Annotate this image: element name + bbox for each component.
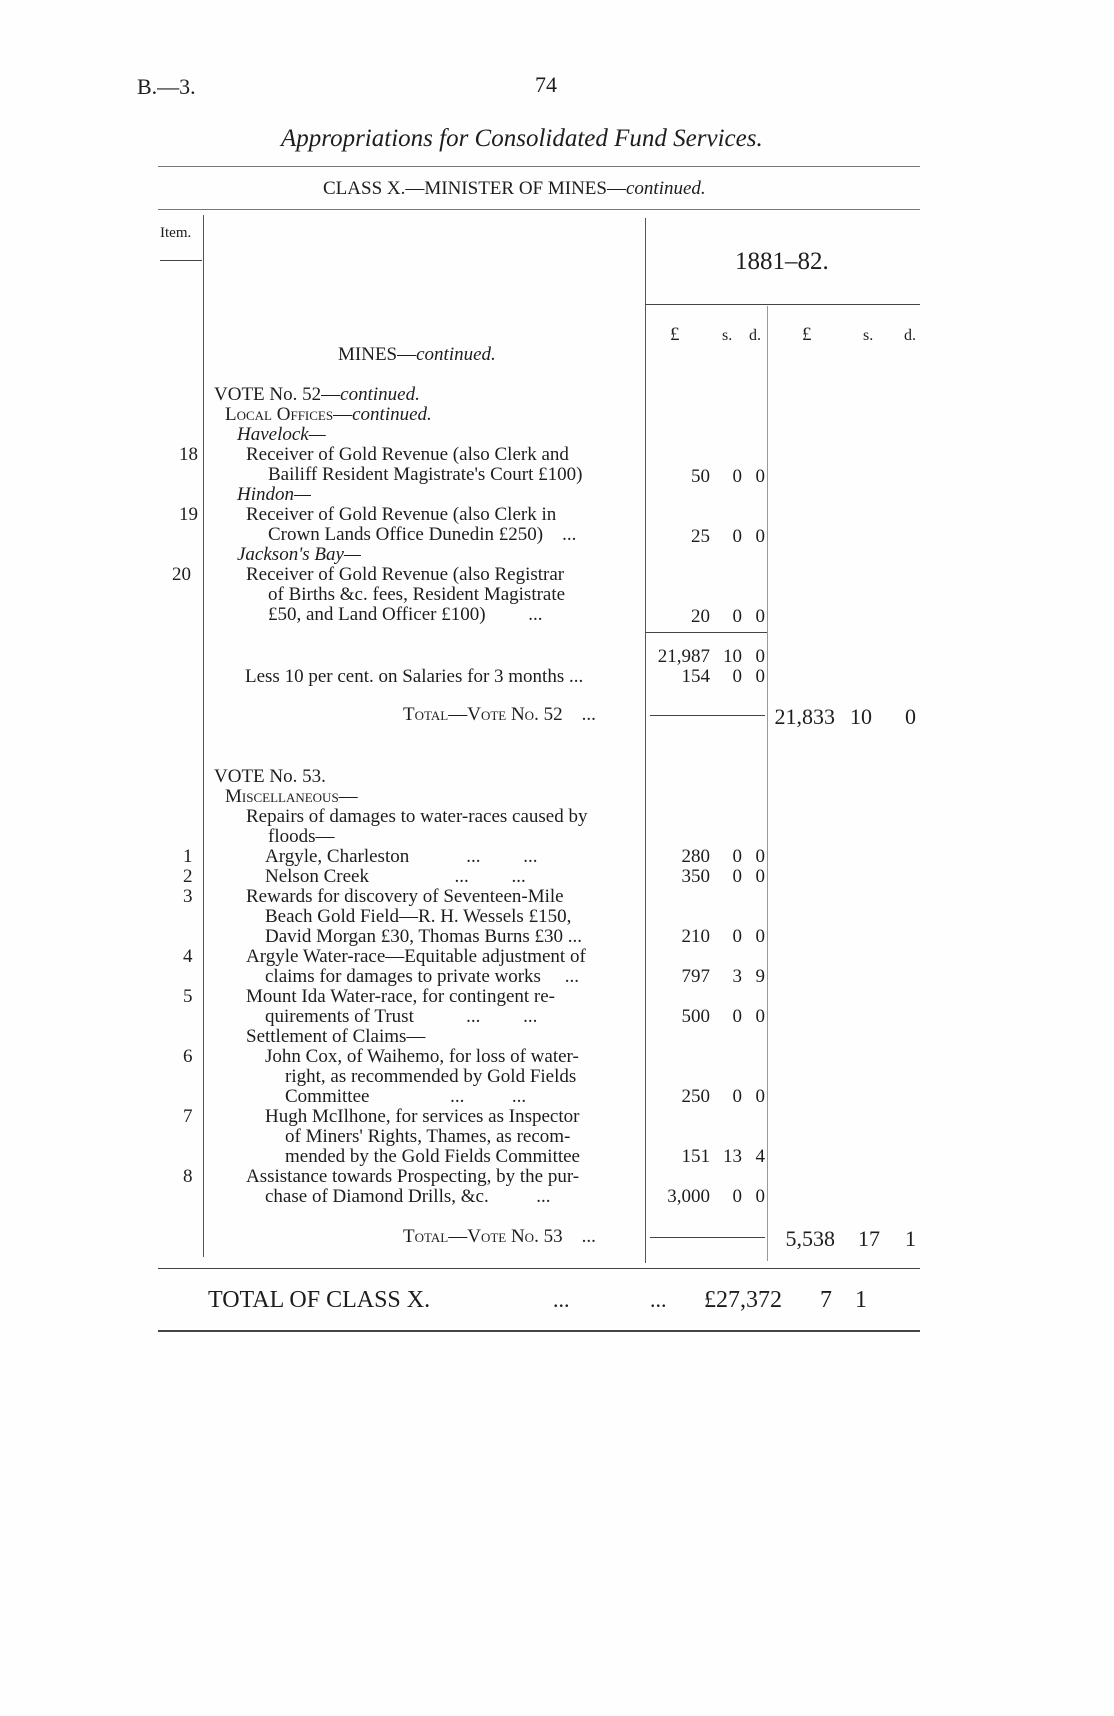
place-havelock: Havelock—: [237, 424, 326, 445]
entry-line: Argyle Water-race—Equitable adjustment of: [246, 946, 586, 967]
amount-shillings: 0: [732, 526, 742, 547]
leader-dots: ...: [650, 1287, 667, 1312]
subtotal-pence: 0: [755, 646, 765, 667]
vote52-total-label: Total—Vote No. 52 ...: [403, 704, 596, 725]
class-total-shillings: 7: [820, 1287, 832, 1313]
repairs-heading-line: Repairs of damages to water-races caused by: [246, 806, 588, 827]
amount-pounds: 3,000: [667, 1186, 710, 1207]
vote53-heading: VOTE No. 53.: [214, 766, 326, 787]
entry-line: Crown Lands Office Dunedin £250) ...: [268, 524, 577, 545]
amount-pounds: 350: [681, 866, 710, 887]
item-number: 5: [183, 986, 193, 1007]
amount-shillings: 0: [732, 866, 742, 887]
amount-pence: 0: [755, 606, 765, 627]
col1-pence-header: d.: [749, 327, 761, 344]
amount-shillings: 0: [732, 606, 742, 627]
vote52-total-shillings: 10: [850, 704, 872, 729]
item-column-divider: [203, 215, 204, 1257]
entry-line: Assistance towards Prospecting, by the pur-: [246, 1166, 580, 1187]
amount-shillings: 0: [732, 1006, 742, 1027]
entry-line: Mount Ida Water-race, for contingent re-: [246, 986, 555, 1007]
item-number: 2: [183, 866, 193, 887]
description-column-divider: [645, 218, 646, 1263]
class-rule: [158, 209, 920, 210]
entry-line: Beach Gold Field—R. H. Wessels £150,: [265, 906, 572, 927]
amount-pence: 0: [755, 1006, 765, 1027]
amount-pence: 4: [755, 1146, 765, 1167]
vote52-total-pounds: 21,833: [774, 704, 835, 729]
settlement-heading: Settlement of Claims—: [246, 1026, 426, 1047]
amount-shillings: 0: [732, 466, 742, 487]
col2-shillings-header: s.: [863, 327, 874, 344]
entry-line: Hugh McIlhone, for services as Inspector: [265, 1106, 580, 1127]
entry-line: right, as recommended by Gold Fields: [285, 1066, 577, 1087]
amount-pounds: 20: [691, 606, 710, 627]
amount-pounds: 151: [681, 1146, 710, 1167]
amount-pounds: 210: [681, 926, 710, 947]
header-rule: [158, 166, 920, 167]
amount-pence: 0: [755, 1086, 765, 1107]
item-number: 4: [183, 946, 193, 967]
item-number: 3: [183, 886, 193, 907]
col2-pence-header: d.: [904, 327, 916, 344]
amount-pounds: 797: [681, 966, 710, 987]
less-pounds: 154: [681, 666, 710, 687]
entry-line: John Cox, of Waihemo, for loss of water-: [265, 1046, 579, 1067]
vote53-total-label: Total—Vote No. 53 ...: [403, 1226, 596, 1247]
entry-line: mended by the Gold Fields Committee: [285, 1146, 580, 1167]
class-total-pence: 1: [855, 1287, 867, 1313]
amount-shillings: 0: [732, 846, 742, 867]
amount-shillings: 0: [732, 1186, 742, 1207]
amount-pence: 0: [755, 466, 765, 487]
entry-line: of Miners' Rights, Thames, as recom-: [285, 1126, 571, 1147]
total-dash: [650, 1237, 765, 1238]
entry-line: Receiver of Gold Revenue (also Clerk and: [246, 444, 569, 465]
amount-pence: 0: [755, 526, 765, 547]
col2-pounds-header: £: [802, 324, 812, 345]
entry-line: Nelson Creek ... ...: [265, 866, 526, 887]
amount-shillings: 3: [732, 966, 742, 987]
item-number: 1: [183, 846, 193, 867]
entry-line: £50, and Land Officer £100) ...: [268, 604, 543, 625]
item-number: 19: [179, 504, 198, 525]
entry-line: Bailiff Resident Magistrate's Court £100): [268, 464, 583, 485]
item-number: 20: [172, 564, 191, 585]
page-title: Appropriations for Consolidated Fund Services.: [281, 125, 763, 152]
document-reference: B.—3.: [137, 74, 196, 99]
amount-pence: 0: [755, 866, 765, 887]
class-total-rule-bottom: [158, 1330, 920, 1332]
section-heading: MINES—continued.: [338, 344, 496, 365]
vote52-subheading: Local Offices—continued.: [225, 404, 432, 425]
class-heading: CLASS X.—MINISTER OF MINES—continued.: [323, 178, 706, 199]
item-header-underline: [160, 260, 202, 261]
leader-dots: ...: [553, 1287, 570, 1312]
vote52-heading: VOTE No. 52—continued.: [214, 384, 420, 405]
vote52-total-pence: 0: [905, 704, 916, 729]
entry-line: quirements of Trust ... ...: [265, 1006, 538, 1027]
page-number: 74: [535, 72, 557, 97]
less-salaries-label: Less 10 per cent. on Salaries for 3 months ...: [245, 666, 584, 687]
entry-line: David Morgan £30, Thomas Burns £30 ...: [265, 926, 583, 947]
item-number: 6: [183, 1046, 193, 1067]
amount-pence: 9: [755, 966, 765, 987]
less-pence: 0: [755, 666, 765, 687]
item-column-header: Item.: [160, 225, 192, 241]
col1-shillings-header: s.: [722, 327, 733, 344]
place-jacksons-bay: Jackson's Bay—: [237, 544, 361, 565]
amount-pounds: 280: [681, 846, 710, 867]
amount-shillings: 13: [723, 1146, 742, 1167]
subtotal-shillings: 10: [723, 646, 742, 667]
entry-line: Receiver of Gold Revenue (also Registrar: [246, 564, 565, 585]
less-shillings: 0: [732, 666, 742, 687]
amount-pence: 0: [755, 1186, 765, 1207]
amount-pence: 0: [755, 846, 765, 867]
amount-pounds: 25: [691, 526, 710, 547]
entry-line: Argyle, Charleston ... ...: [265, 846, 538, 867]
vote53-total-pounds: 5,538: [785, 1226, 835, 1251]
vote53-subheading: Miscellaneous—: [225, 786, 358, 807]
amount-shillings: 0: [732, 926, 742, 947]
entry-line: claims for damages to private works ...: [265, 966, 579, 987]
entry-line: of Births &c. fees, Resident Magistrate: [268, 584, 566, 605]
class-total-label: TOTAL OF CLASS X.: [208, 1287, 431, 1313]
amount-column-divider: [767, 306, 768, 1261]
year-header: 1881–82.: [735, 248, 829, 275]
amount-pounds: 250: [681, 1086, 710, 1107]
class-total-pounds: £27,372: [704, 1287, 782, 1313]
item-number: 8: [183, 1166, 193, 1187]
subtotal-rule: [645, 632, 767, 633]
class-total-rule-top: [158, 1268, 920, 1269]
item-number: 18: [179, 444, 198, 465]
amount-pounds: 500: [681, 1006, 710, 1027]
repairs-heading-line: floods—: [268, 826, 335, 847]
year-header-rule: [645, 304, 920, 305]
entry-line: Committee ... ...: [285, 1086, 527, 1107]
place-hindon: Hindon—: [237, 484, 311, 505]
entry-line: chase of Diamond Drills, &c. ...: [265, 1186, 551, 1207]
entry-line: Rewards for discovery of Seventeen-Mile: [246, 886, 564, 907]
amount-pounds: 50: [691, 466, 710, 487]
subtotal-pounds: 21,987: [657, 646, 710, 667]
vote53-total-pence: 1: [905, 1226, 916, 1251]
amount-shillings: 0: [732, 1086, 742, 1107]
vote53-total-shillings: 17: [858, 1226, 880, 1251]
total-dash: [650, 715, 765, 716]
col1-pounds-header: £: [670, 324, 680, 345]
amount-pence: 0: [755, 926, 765, 947]
item-number: 7: [183, 1106, 193, 1127]
entry-line: Receiver of Gold Revenue (also Clerk in: [246, 504, 557, 525]
